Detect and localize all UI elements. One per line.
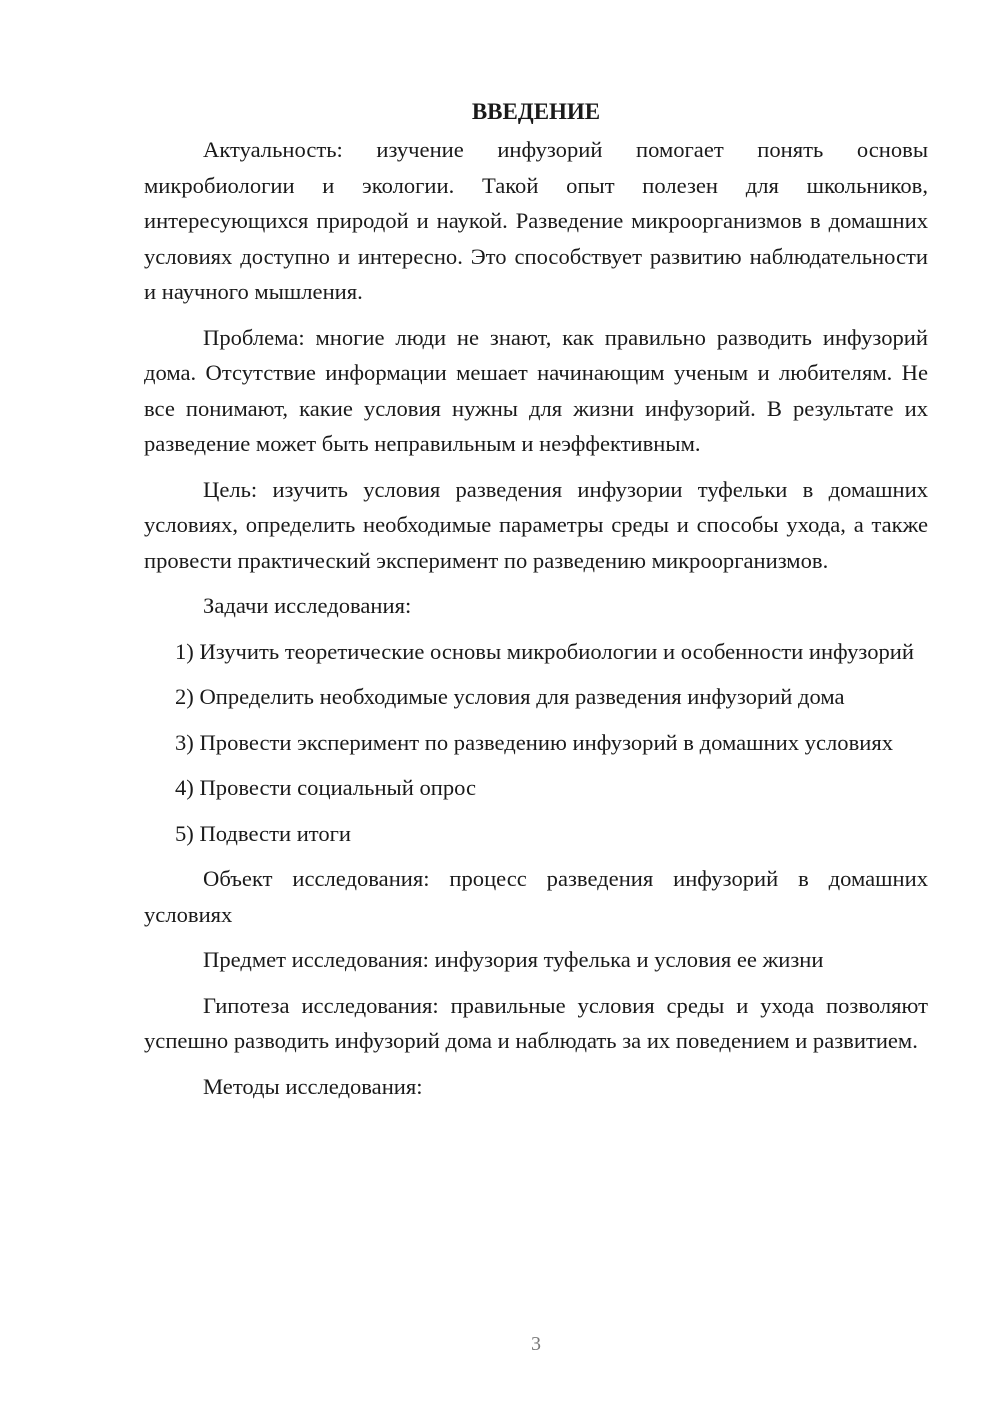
task-item-5: 5) Подвести итоги bbox=[175, 820, 352, 846]
task-item-4: 4) Провести социальный опрос bbox=[175, 775, 477, 800]
relevance-paragraph: Актуальность: изучение инфузорий помогает понять основы микробиологии и экологии. Такой опыт полезен для школьников, интересующихся природой и наукой. Разведение микроорганизмов в домашних условиях доступно и интересно. Это способствует развитию наблюдательности и научного мышления. bbox=[144, 137, 928, 304]
page-number: 3 bbox=[531, 1333, 541, 1355]
document-page bbox=[144, 94, 928, 1104]
task-item-3: 3) Провести эксперимент по разведению инфузорий в домашних условиях bbox=[175, 729, 894, 755]
page-title: ВВЕДЕНИЕ bbox=[471, 99, 601, 124]
task-item-2: 2) Определить необходимые условия для разведения инфузорий дома bbox=[175, 684, 845, 709]
problem-paragraph: Проблема: многие люди не знают, как правильно разводить инфузорий дома. Отсутствие информации мешает начинающим ученым и любителям. Не все понимают, какие условия нужны для жизни инфузорий. В результате их разведение может быть неправильным и неэффективным. bbox=[144, 324, 928, 456]
object-paragraph: Объект исследования: процесс разведения инфузорий в домашних условиях bbox=[144, 866, 928, 927]
methods-heading: Методы исследования: bbox=[203, 1073, 423, 1099]
subject-paragraph: Предмет исследования: инфузория туфелька и условия ее жизни bbox=[203, 947, 824, 972]
hypothesis-paragraph: Гипотеза исследования: правильные условия среды и ухода позволяют успешно разводить инфузорий дома и наблюдать за их поведением и развитием. bbox=[144, 992, 928, 1053]
task-item-1: 1) Изучить теоретические основы микробиологии и особенности инфузорий bbox=[175, 638, 914, 664]
tasks-heading: Задачи исследования: bbox=[203, 593, 412, 618]
goal-paragraph: Цель: изучить условия разведения инфузории туфельки в домашних условиях, определить необходимые параметры среды и способы ухода, а также провести практический эксперимент по разведению микроорганизмов. bbox=[144, 476, 928, 573]
